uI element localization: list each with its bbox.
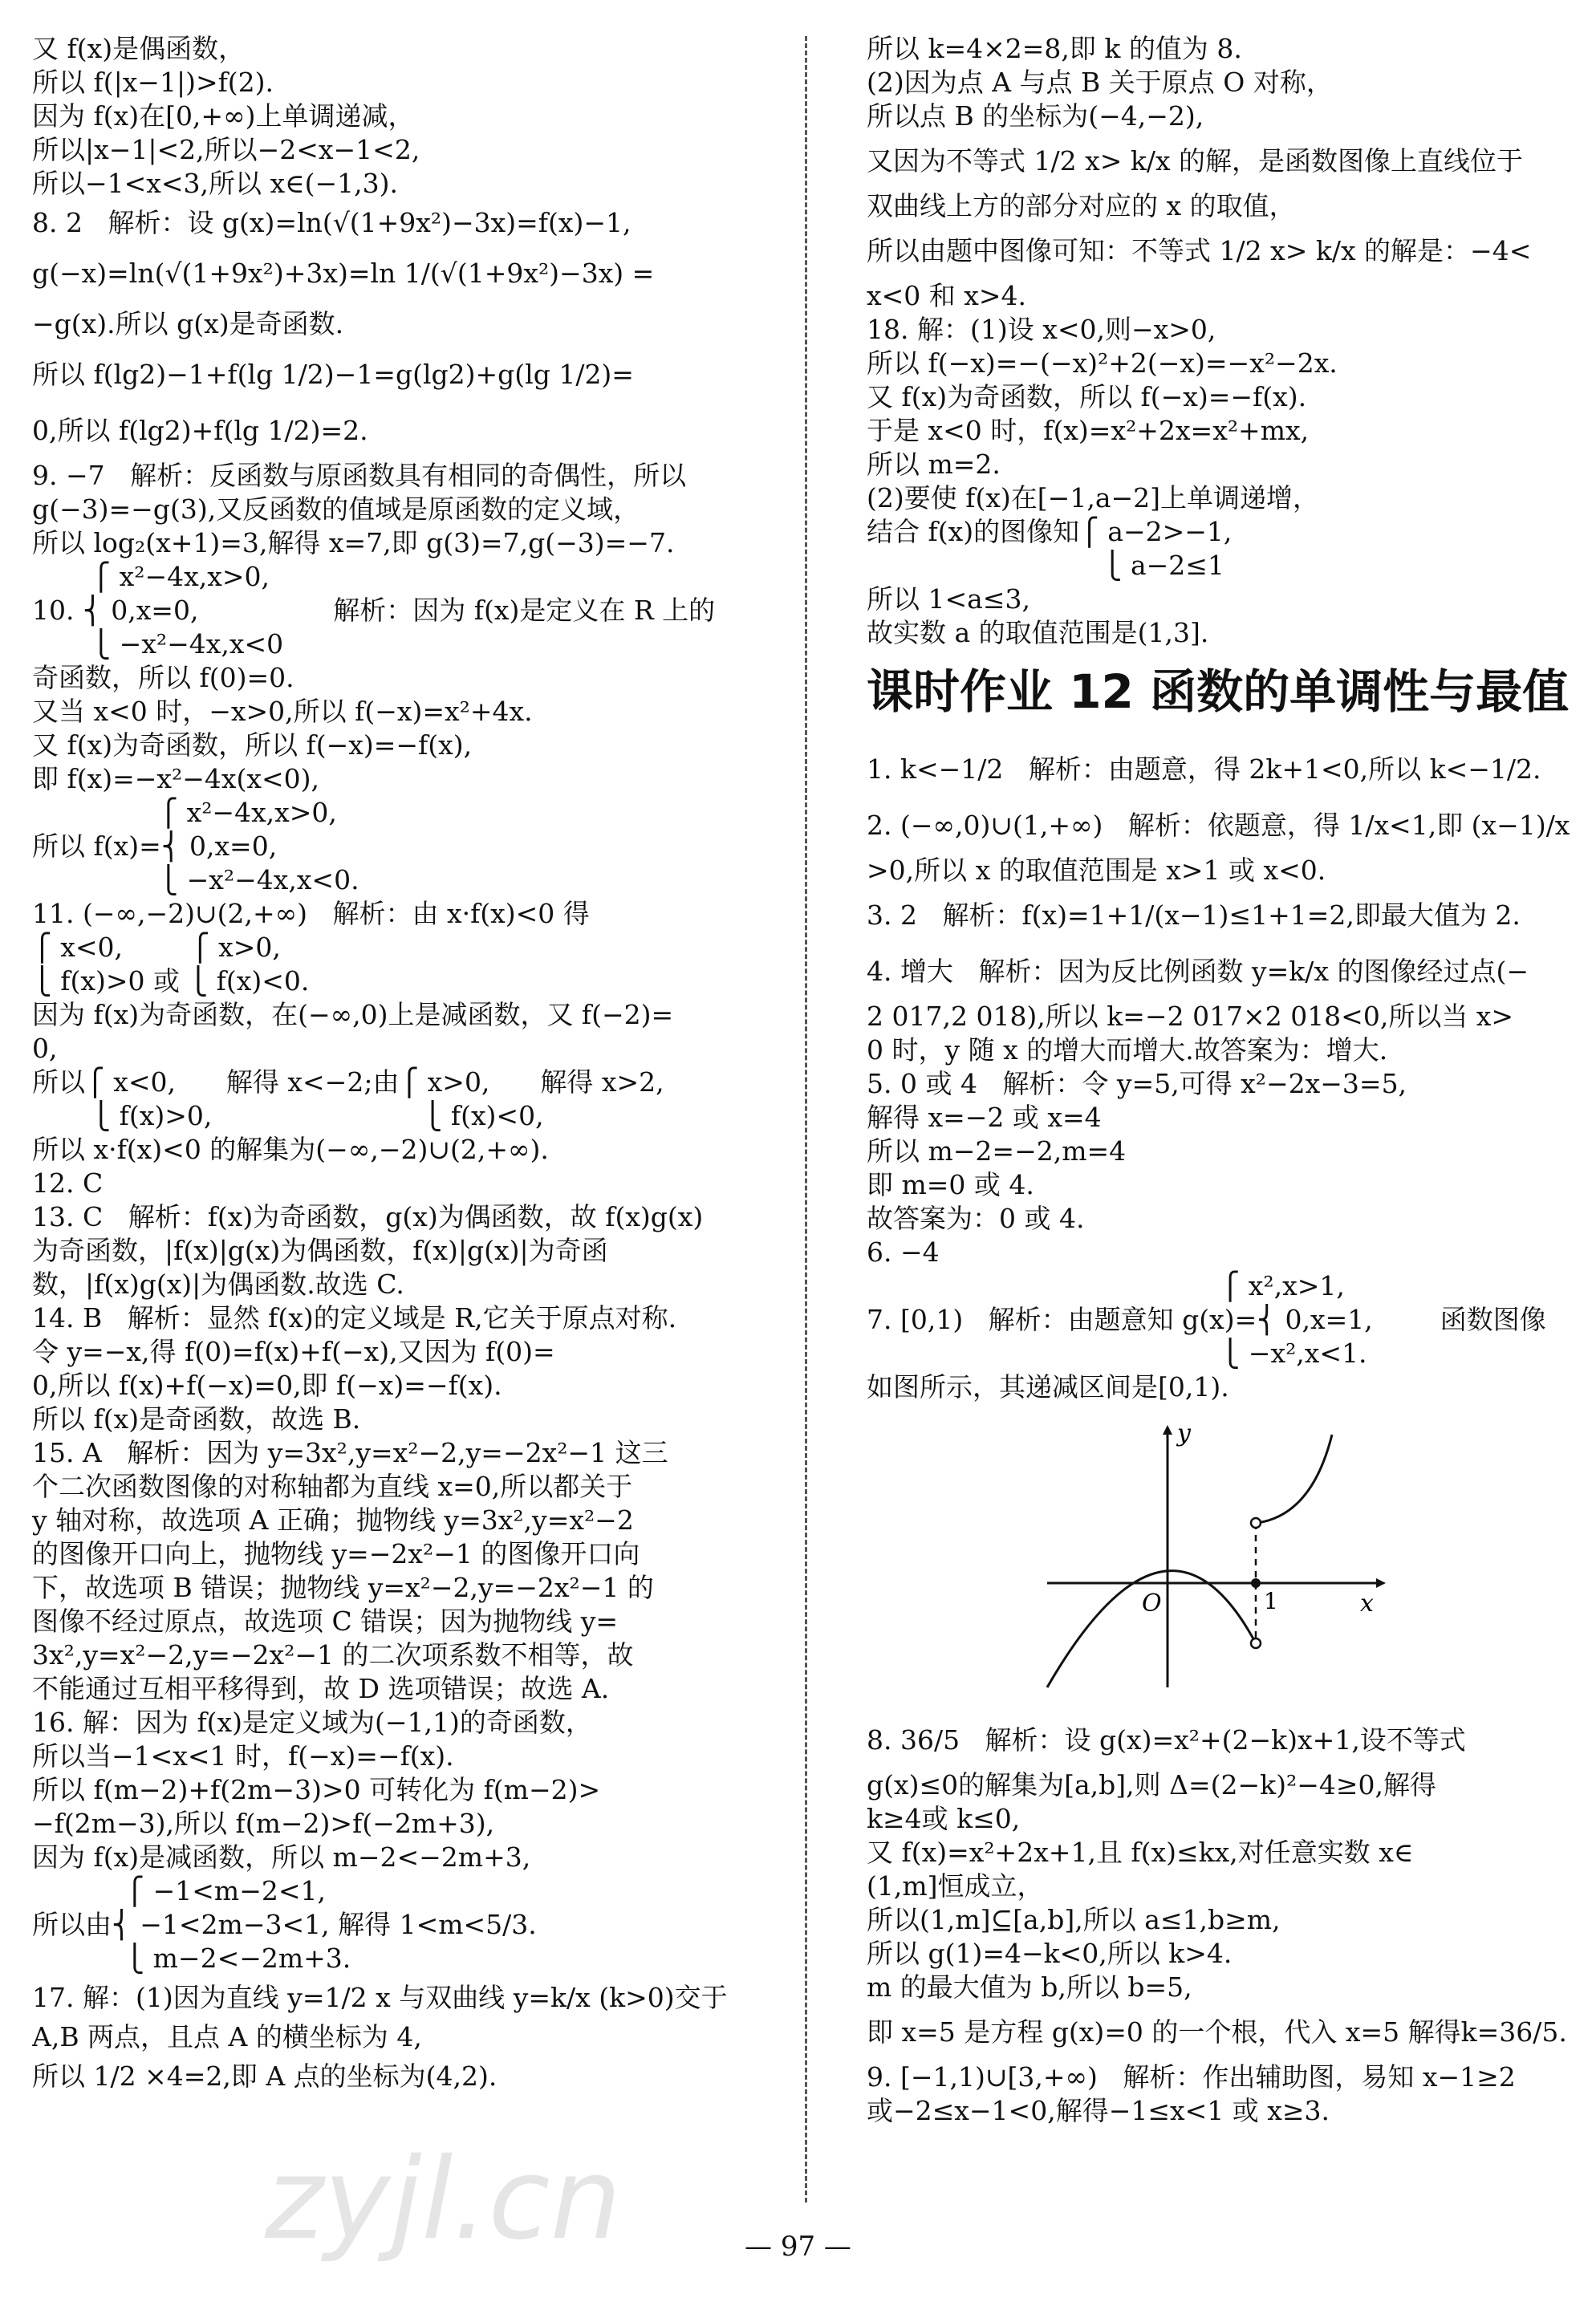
text-line: ⎧ x²−4x,x>0,: [32, 561, 270, 592]
text-line: 3x²,y=x²−2,y=−2x²−1 的二次项系数不相等，故: [32, 1639, 634, 1671]
answer-lines: [32, 32, 770, 2099]
text-line: 5. 0 或 4 解析：令 y=5,可得 x²−2x−3=5,: [867, 1068, 1407, 1099]
text-line: 9. −7 解析：反函数与原函数具有相同的奇偶性，所以: [32, 460, 687, 491]
text-line: 所以 k=4×2=8,即 k 的值为 8.: [867, 33, 1242, 64]
text-line: ⎩ −x²,x<1.: [867, 1338, 1367, 1369]
origin-label: O: [1142, 1589, 1162, 1618]
x-axis-label: x: [1360, 1589, 1374, 1618]
text-line: 所以(1,m]⊆[a,b],所以 a≤1,b≥m,: [867, 1904, 1281, 1935]
text-line: A,B 两点，且点 A 的横坐标为 4,: [32, 2021, 422, 2052]
text-line: 因为 f(x)在[0,+∞)上单调递减，: [32, 100, 415, 132]
text-line: 所以 1/2 ×4=2,即 A 点的坐标为(4,2).: [32, 2060, 497, 2092]
text-line: 所以 1<a≤3,: [867, 583, 1030, 615]
text-line: 下，故选项 B 错误；抛物线 y=x²−2,y=−2x²−1 的: [32, 1572, 654, 1603]
text-line: 7. [0,1) 解析：由题意知 g(x)=⎨ 0,x=1, 函数图像: [867, 1304, 1546, 1335]
open-point-lower: [1251, 1638, 1261, 1648]
text-line: 3. 2 解析：f(x)=1+1/(x−1)≤1+1=2,即最大值为 2.: [867, 899, 1521, 931]
text-line: (1,m]恒成立，: [867, 1870, 1044, 1902]
y-axis-label: y: [1177, 1419, 1191, 1447]
text-line: −f(2m−3),所以 f(m−2)>f(−2m+3),: [32, 1808, 495, 1839]
section-title: 课时作业 12 函数的单调性与最值: [867, 664, 1570, 719]
text-line: 所以 log₂(x+1)=3,解得 x=7,即 g(3)=7,g(−3)=−7.: [32, 527, 675, 558]
text-line: 个二次函数图像的对称轴都为直线 x=0,所以都关于: [32, 1471, 633, 1502]
text-line: 14. B 解析：显然 f(x)的定义域是 R,它关于原点对称.: [32, 1302, 677, 1334]
text-line: 所以⎧ x<0, 解得 x<−2;由⎧ x>0, 解得 x>2,: [32, 1066, 664, 1098]
text-line: 所以 f(m−2)+f(2m−3)>0 可转化为 f(m−2)>: [32, 1774, 601, 1805]
text-line: ⎩ f(x)>0 或 ⎩ f(x)<0.: [32, 965, 310, 997]
text-line: 即 f(x)=−x²−4x(x<0),: [32, 763, 319, 794]
text-line: 所以 m−2=−2,m=4: [867, 1135, 1127, 1167]
text-line: 8. 36/5 解析：设 g(x)=x²+(2−k)x+1,设不等式: [867, 1724, 1466, 1756]
text-line: 16. 解：因为 f(x)是定义域为(−1,1)的奇函数，: [32, 1707, 592, 1738]
answer-lines-mid: [867, 741, 1573, 1404]
text-line: 所以点 B 的坐标为(−4,−2),: [867, 100, 1204, 132]
text-line: (2)因为点 A 与点 B 关于原点 O 对称，: [867, 67, 1333, 98]
text-line: −g(x).所以 g(x)是奇函数.: [32, 308, 344, 339]
curve-x-squared: [1257, 1435, 1332, 1523]
text-line: 11. (−∞,−2)∪(2,+∞) 解析：由 x·f(x)<0 得: [32, 898, 590, 929]
text-line: 所以 f(−x)=−(−x)²+2(−x)=−x²−2x.: [867, 347, 1338, 379]
text-line: ⎧ −1<m−2<1,: [32, 1875, 326, 1906]
text-line: ⎧ x²,x>1,: [867, 1270, 1345, 1301]
text-line: 所以由题中图像可知：不等式 1/2 x> k/x 的解是：−4<: [867, 235, 1532, 266]
watermark: zyjl.cn: [265, 2134, 622, 2265]
page-number: — 97 —: [745, 2231, 851, 2263]
text-line: ⎩ a−2≤1: [867, 550, 1224, 581]
text-line: 结合 f(x)的图像知⎧ a−2>−1,: [867, 516, 1233, 547]
text-line: 图像不经过原点，故选项 C 错误；因为抛物线 y=: [32, 1606, 619, 1637]
text-line: 又 f(x)为奇函数，所以 f(−x)=−f(x).: [867, 381, 1307, 412]
text-line: 又 f(x)是偶函数，: [32, 33, 246, 64]
text-line: 2 017,2 018),所以 k=−2 017×2 018<0,所以当 x>: [867, 1001, 1514, 1032]
text-line: 10. ⎨ 0,x=0, 解析：因为 f(x)是定义在 R 上的: [32, 595, 716, 626]
text-line: 12. C: [32, 1167, 104, 1199]
text-line: 所以 x·f(x)<0 的解集为(−∞,−2)∪(2,+∞).: [32, 1134, 549, 1165]
text-line: 17. 解：(1)因为直线 y=1/2 x 与双曲线 y=k/x (k>0)交于: [32, 1982, 728, 2013]
text-line: 所以−1<x<3,所以 x∈(−1,3).: [32, 168, 398, 199]
text-line: ⎧ x<0, ⎧ x>0,: [32, 932, 281, 963]
tick-label-1: 1: [1264, 1588, 1278, 1614]
text-line: 13. C 解析：f(x)为奇函数，g(x)为偶函数，故 f(x)g(x): [32, 1201, 704, 1232]
answer-lines-top: [867, 32, 1573, 650]
text-line: 所以 m=2.: [867, 449, 1001, 480]
text-line: k≥4或 k≤0,: [867, 1803, 1021, 1834]
text-line: 故答案为：0 或 4.: [867, 1203, 1085, 1234]
text-line: 所以 f(|x−1|)>f(2).: [32, 67, 274, 98]
text-line: 即 m=0 或 4.: [867, 1169, 1034, 1200]
text-line: 奇函数，所以 f(0)=0.: [32, 662, 294, 693]
text-line: 所以由⎨ −1<2m−3<1, 解得 1<m<5/3.: [32, 1909, 537, 1940]
text-line: y 轴对称，故选项 A 正确；抛物线 y=3x²,y=x²−2: [32, 1504, 634, 1536]
text-line: >0,所以 x 的取值范围是 x>1 或 x<0.: [867, 855, 1326, 886]
text-line: 数，|f(x)g(x)|为偶函数.故选 C.: [32, 1269, 404, 1300]
text-line: 0 时，y 随 x 的增大而增大.故答案为：增大.: [867, 1034, 1388, 1066]
left-column: [32, 32, 770, 2099]
curve-neg-x-squared: [1047, 1571, 1256, 1687]
y-axis-arrow: [1163, 1425, 1172, 1435]
function-graph: [1039, 1419, 1392, 1691]
text-line: 6. −4: [867, 1236, 940, 1268]
text-line: 15. A 解析：因为 y=3x²,y=x²−2,y=−2x²−1 这三: [32, 1437, 668, 1468]
text-line: 所以 f(x)=⎨ 0,x=0,: [32, 830, 278, 862]
text-line: ⎩ −x²−4x,x<0.: [32, 864, 359, 895]
text-line: 所以 f(x)是奇函数，故选 B.: [32, 1403, 361, 1435]
text-line: 0,所以 f(lg2)+f(lg 1/2)=2.: [32, 415, 368, 446]
answer-lines-bottom: [867, 1712, 1573, 2128]
solid-point-axis: [1251, 1578, 1261, 1588]
text-line: x<0 和 x>4.: [867, 280, 1026, 311]
text-line: g(−x)=ln(√(1+9x²)+3x)=ln 1/(√(1+9x²)−3x) =: [32, 258, 655, 289]
text-line: 或−2≤x−1<0,解得−1≤x<1 或 x≥3.: [867, 2095, 1330, 2126]
text-line: 如图所示，其递减区间是[0,1).: [867, 1371, 1229, 1403]
text-line: 因为 f(x)为奇函数，在(−∞,0)上是减函数，又 f(−2)=: [32, 999, 674, 1030]
text-line: 18. 解：(1)设 x<0,则−x>0,: [867, 314, 1216, 345]
text-line: 解得 x=−2 或 x=4: [867, 1102, 1102, 1133]
text-line: 又当 x<0 时，−x>0,所以 f(−x)=x²+4x.: [32, 696, 533, 727]
text-line: 的图像开口向上，抛物线 y=−2x²−1 的图像开口向: [32, 1538, 640, 1569]
text-line: 又因为不等式 1/2 x> k/x 的解，是函数图像上直线位于: [867, 145, 1524, 177]
text-line: 9. [−1,1)∪[3,+∞) 解析：作出辅助图，易知 x−1≥2: [867, 2061, 1516, 2093]
column-divider: [805, 36, 807, 2203]
open-point-upper: [1251, 1518, 1261, 1528]
text-line: 0,所以 f(x)+f(−x)=0,即 f(−x)=−f(x).: [32, 1370, 502, 1401]
right-column: [867, 32, 1573, 2128]
text-line: 4. 增大 解析：因为反比例函数 y=k/x 的图像经过点(−: [867, 956, 1529, 987]
text-line: m 的最大值为 b,所以 b=5,: [867, 1971, 1192, 2003]
text-line: 于是 x<0 时，f(x)=x²+2x=x²+mx,: [867, 415, 1310, 446]
text-line: 1. k<−1/2 解析：由题意，得 2k+1<0,所以 k<−1/2.: [867, 753, 1541, 785]
text-line: 为奇函数，|f(x)|g(x)为偶函数，f(x)|g(x)|为奇函: [32, 1235, 608, 1266]
text-line: 又 f(x)为奇函数，所以 f(−x)=−f(x),: [32, 729, 473, 761]
text-line: 0,: [32, 1033, 58, 1064]
text-line: (2)要使 f(x)在[−1,a−2]上单调递增，: [867, 482, 1320, 514]
text-line: g(−3)=−g(3),又反函数的值域是原函数的定义域，: [32, 493, 640, 525]
text-line: 又 f(x)=x²+2x+1,且 f(x)≤kx,对任意实数 x∈: [867, 1837, 1414, 1868]
text-line: ⎩ −x²−4x,x<0: [32, 628, 284, 660]
text-line: 8. 2 解析：设 g(x)=ln(√(1+9x²)−3x)=f(x)−1,: [32, 207, 631, 238]
text-line: 所以 f(lg2)−1+f(lg 1/2)−1=g(lg2)+g(lg 1/2)=: [32, 359, 634, 390]
text-line: 2. (−∞,0)∪(1,+∞) 解析：依题意，得 1/x<1,即 (x−1)/x: [867, 810, 1570, 841]
text-line: ⎩ m−2<−2m+3.: [32, 1943, 351, 1974]
text-line: 不能通过互相平移得到，故 D 选项错误；故选 A.: [32, 1673, 610, 1704]
text-line: 所以当−1<x<1 时，f(−x)=−f(x).: [32, 1740, 454, 1772]
text-line: g(x)≤0的解集为[a,b],则 Δ=(2−k)²−4≥0,解得: [867, 1769, 1437, 1801]
text-line: 令 y=−x,得 f(0)=f(x)+f(−x),又因为 f(0)=: [32, 1336, 555, 1367]
text-line: 故实数 a 的取值范围是(1,3].: [867, 617, 1209, 648]
x-axis-arrow: [1376, 1578, 1386, 1588]
text-line: 双曲线上方的部分对应的 x 的取值，: [867, 190, 1296, 221]
text-line: ⎩ f(x)>0, ⎩ f(x)<0,: [32, 1100, 544, 1131]
text-line: 所以|x−1|<2,所以−2<x−1<2,: [32, 134, 420, 165]
text-line: 因为 f(x)是减函数，所以 m−2<−2m+3,: [32, 1841, 531, 1873]
text-line: 所以 g(1)=4−k<0,所以 k>4.: [867, 1938, 1233, 1969]
text-line: ⎧ x²−4x,x>0,: [32, 797, 337, 828]
text-line: 即 x=5 是方程 g(x)=0 的一个根，代入 x=5 解得k=36/5.: [867, 2016, 1567, 2048]
